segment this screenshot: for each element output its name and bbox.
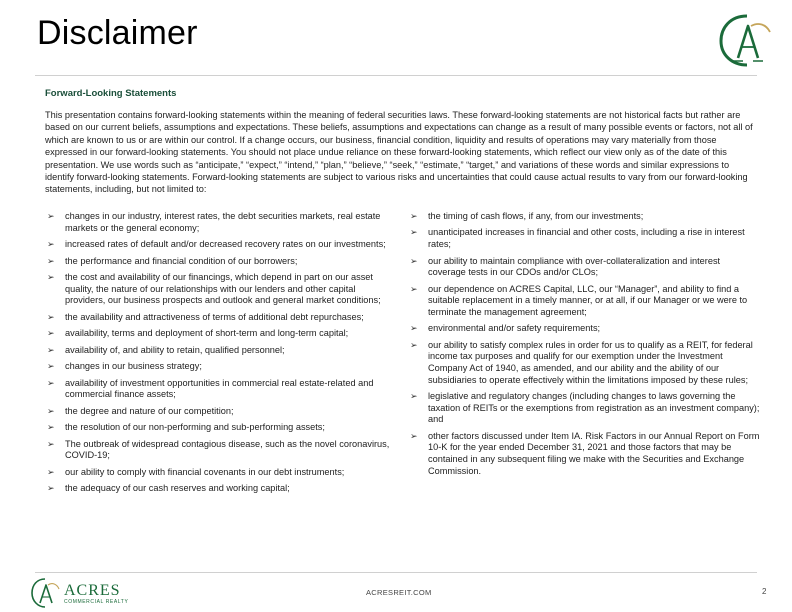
bullet-text: our ability to satisfy complex rules in order for us to qualify as a REIT, for federal income tax purposes and qualify for our exemption under the Investment Company Act of 1940, as amended, and our ability and the ability of our subsidiaries to operate effectively within the limitations imposed by these rules; [428,339,753,385]
page-title: Disclaimer [37,14,198,52]
footer-logo-tagline: COMMERCIAL REALTY [64,599,129,605]
bullet-text: the availability and attractiveness of terms of additional debt repurchases; [65,311,364,322]
arrow-bullet-icon: ➢ [47,239,55,250]
bullet-text: changes in our business strategy; [65,361,202,372]
bullet-text: the adequacy of our cash reserves and working capital; [65,483,290,494]
bullet-text: The outbreak of widespread contagious disease, such as the novel coronavirus, COVID-19; [65,438,390,461]
arrow-bullet-icon: ➢ [47,211,55,221]
bullet-text: other factors discussed under Item IA. Risk Factors in our Annual Report on Form 10-K for the year ended December 31, 2021 and those factors that may be contained in any subsequent filing we make with the Securities and Exchange Commission. [428,430,760,476]
arrow-bullet-icon: ➢ [410,339,418,350]
arrow-bullet-icon: ➢ [410,430,418,441]
arrow-bullet-icon: ➢ [410,323,418,334]
bullet-text: changes in our industry, interest rates, the debt securities markets, real estate markets or the general economy; [65,211,381,233]
arrow-bullet-icon: ➢ [47,466,55,477]
bullet-item [47,483,392,495]
right-bullet-list [410,211,760,482]
arrow-bullet-icon: ➢ [47,311,55,322]
bullet-item [47,211,392,234]
arrow-bullet-icon: ➢ [47,483,55,494]
arrow-bullet-icon: ➢ [47,344,55,355]
arrow-bullet-icon: ➢ [410,255,418,266]
bullet-item [47,439,392,462]
bullet-text: our ability to comply with financial covenants in our debt instruments; [65,466,345,477]
bullet-item [47,406,392,418]
bullet-item [410,227,760,250]
bullet-item [410,323,760,335]
bullet-item [47,312,392,324]
bullet-item [47,422,392,434]
arrow-bullet-icon: ➢ [410,211,418,221]
bullet-text: our ability to maintain compliance with over-collateralization and interest coverage tests in our CDOs and/or CLOs; [428,255,721,278]
bullet-item [47,328,392,340]
acres-footer-logo [30,577,130,609]
bullet-text: the timing of cash flows, if any, from our investments; [428,211,644,221]
bullet-text: the degree and nature of our competition; [65,405,234,416]
intro-paragraph: This presentation contains forward-looking statements within the meaning of federal securities laws. These forward-looking statements are not historical facts but rather are based on our current beliefs, assumptions and expectations. These beliefs, assumptions and expectations can change as a result of many possible events or factors, not all of which are known to us or are within our control. If a change occurs, our business, financial condition, liquidity and results of operations may vary materially from those expressed in our forward-looking statements. You should not place undue reliance on these forward-looking statements, which reflect our view only as of the date of this presentation. We use words such as “anticipate,” “expect,” “intend,” “plan,” “believe,” “seek,” “estimate,” “target,” and variations of these words and similar expressions to identify forward-looking statements. Forward-looking statements are subject to various risks and uncertainties that could cause actual results to vary from our forward-looking statements, including, but not limited to: [45,110,753,195]
bullet-item [410,391,760,426]
bullet-text: availability of investment opportunities in commercial real estate-related and commercial finance assets; [65,377,374,400]
bullet-item [47,361,392,373]
bullet-text: the cost and availability of our financings, which depend in part on our asset quality, the nature of our relationships with our lenders and other capital providers, our business prospects and outlook and general market conditions; [65,272,381,306]
bullet-item [410,211,760,223]
bullet-text: environmental and/or safety requirements; [428,323,601,334]
arrow-bullet-icon: ➢ [47,377,55,388]
bullet-item [47,239,392,251]
footer-divider [35,572,757,573]
arrow-bullet-icon: ➢ [47,438,55,449]
arrow-bullet-icon: ➢ [47,255,55,266]
left-bullet-list [47,211,392,500]
acres-a-monogram-icon [718,12,776,68]
bullet-item [410,284,760,319]
arrow-bullet-icon: ➢ [410,283,418,294]
bullet-text: legislative and regulatory changes (including changes to laws governing the taxation of REITs or the exemptions from registration as an investment company); and [428,391,760,425]
footer-url[interactable]: ACRESREIT.COM [366,588,432,597]
bullet-item [410,256,760,279]
bullet-item [47,378,392,401]
bullet-item [410,431,760,477]
bullet-text: unanticipated increases in financial and other costs, including a rise in interest rates; [428,227,745,250]
bullet-item [47,272,392,307]
arrow-bullet-icon: ➢ [410,391,418,402]
bullet-text: our dependence on ACRES Capital, LLC, our “Manager”, and ability to find a suitable replacement in a timely manner, or at all, if our Manager or we were to terminate the management agreement; [428,283,748,317]
arrow-bullet-icon: ➢ [47,422,55,433]
arrow-bullet-icon: ➢ [47,405,55,416]
page-number: 2 [762,587,767,596]
arrow-bullet-icon: ➢ [47,361,55,372]
bullet-text: the performance and financial condition of our borrowers; [65,255,298,266]
header-divider [35,75,757,76]
section-heading: Forward-Looking Statements [45,88,177,99]
arrow-bullet-icon: ➢ [47,328,55,339]
bullet-text: availability, terms and deployment of short-term and long-term capital; [65,328,349,339]
bullet-item [410,340,760,386]
arrow-bullet-icon: ➢ [410,227,418,238]
bullet-text: increased rates of default and/or decreased recovery rates on our investments; [65,239,386,250]
bullet-item [47,256,392,268]
arrow-bullet-icon: ➢ [47,272,55,283]
bullet-item [47,345,392,357]
footer-logo-name: ACRES [64,582,121,599]
bullet-text: the resolution of our non-performing and sub-performing assets; [65,422,325,433]
bullet-item [47,467,392,479]
acres-a-monogram-icon [32,579,59,607]
bullet-text: availability of, and ability to retain, qualified personnel; [65,344,285,355]
